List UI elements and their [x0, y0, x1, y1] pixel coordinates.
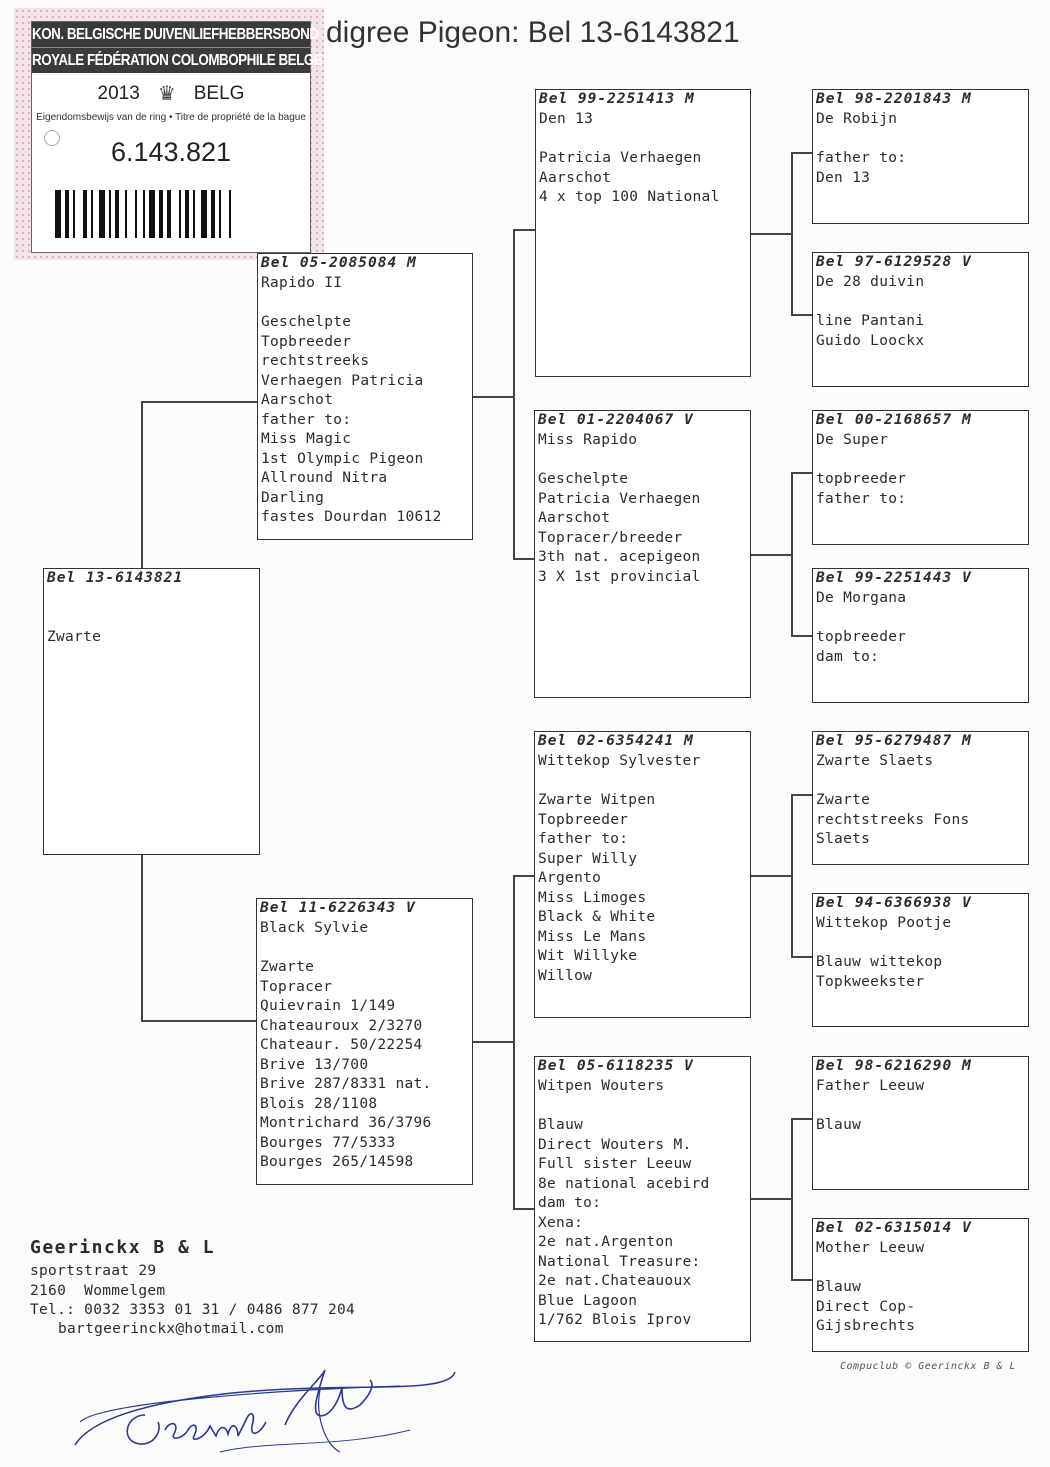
pigeon-notes [816, 1116, 1025, 1136]
pigeon-box-dds [812, 1056, 1029, 1190]
pigeon-notes [816, 312, 1025, 351]
ring-number: Bel 98-6216290 M [816, 1058, 972, 1074]
note-line: Guido Loockx [816, 332, 925, 349]
pigeon-name: Mother Leeuw [816, 1240, 925, 1256]
pigeon-notes [816, 628, 1025, 667]
note-line: National Treasure: [538, 1253, 701, 1270]
crown-icon: ♛ [157, 83, 176, 105]
owner-phone: Tel.: 0032 3353 01 31 / 0486 877 204 [30, 1301, 356, 1318]
ring-number: Bel 98-2201843 M [816, 91, 972, 107]
ring-number: Bel 05-2085084 M [261, 255, 417, 271]
connector-line [791, 1118, 793, 1280]
pigeon-notes [261, 313, 469, 528]
note-line: father to: [816, 490, 907, 507]
connector-line [751, 875, 792, 877]
note-line: Bourges 77/5333 [260, 1134, 396, 1151]
connector-line [791, 794, 812, 796]
pigeon-name: Miss Rapido [538, 432, 638, 448]
connector-line [513, 875, 535, 877]
pigeon-box-sds [812, 410, 1029, 545]
note-line: Topbreeder [261, 333, 352, 350]
note-line: 1/762 Blois Iprov [538, 1312, 692, 1328]
pigeon-box-dss [812, 731, 1029, 865]
ring-number: Bel 11-6226343 V [260, 900, 416, 916]
note-line: Montrichard 36/3796 [260, 1115, 432, 1131]
note-line: Aarschot [538, 510, 611, 526]
note-line: Patricia Verhaegen [539, 150, 702, 166]
page-title: digree Pigeon: Bel 13-6143821 [326, 16, 740, 49]
owner-name: Geerinckx B & L [30, 1237, 216, 1258]
note-line: Miss Limoges [538, 889, 647, 906]
note-line: Miss Magic [261, 431, 352, 447]
ring-number: Bel 99-2251443 V [816, 570, 972, 586]
software-credit: Compuclub © Geerinckx B & L [840, 1361, 1017, 1372]
pigeon-name: Father Leeuw [816, 1078, 925, 1094]
ring-number: Bel 01-2204067 V [538, 412, 694, 428]
note-line: 2e nat.Argenton [538, 1234, 674, 1250]
note-line: dam to: [816, 648, 880, 665]
note-line: Allround Nitra [261, 470, 388, 486]
ring-number: Bel 95-6279487 M [816, 733, 972, 749]
note-line: Xena: [538, 1214, 584, 1231]
note-line: Topracer/breeder [538, 529, 683, 546]
note-line: Direct Cop- [816, 1298, 916, 1315]
note-line: fastes Dourdan 10612 [261, 509, 442, 525]
note-line: line Pantani [816, 313, 925, 329]
connector-line [751, 554, 792, 556]
ring-number: Bel 02-6315014 V [816, 1220, 972, 1236]
note-line: rechtstreeks [261, 353, 370, 369]
pigeon-box-sire [257, 253, 473, 540]
note-line: Topbreeder [538, 811, 629, 828]
connector-line [141, 855, 143, 1021]
note-line: Slaets [816, 831, 871, 847]
note-line: 4 x top 100 National [539, 189, 720, 205]
pigeon-box-sdd [812, 568, 1029, 703]
note-line: Blauw [816, 1117, 862, 1133]
ring-number: Bel 97-6129528 V [816, 254, 972, 270]
note-line: Wit Willyke [538, 948, 638, 964]
pigeon-name: De 28 duivin [816, 274, 925, 290]
owner-info [30, 1238, 355, 1339]
note-line: Full sister Leeuw [538, 1156, 692, 1172]
connector-line [791, 472, 793, 636]
pigeon-notes [47, 628, 256, 648]
pigeon-name: De Super [816, 432, 889, 448]
ring-country: BELG [193, 82, 245, 104]
owner-street: sportstraat 29 [30, 1263, 157, 1280]
connector-line [791, 152, 793, 315]
pigeon-name: Zwarte Slaets [816, 753, 934, 769]
note-line: Blois 28/1108 [260, 1095, 378, 1112]
signature-icon [70, 1360, 470, 1460]
connector-line [513, 229, 515, 559]
pigeon-name: Witpen Wouters [538, 1078, 665, 1094]
note-line: topbreeder [816, 629, 907, 645]
connector-line [751, 1198, 792, 1200]
owner-city: 2160 Wommelgem [30, 1282, 166, 1299]
pigeon-notes [816, 791, 1025, 850]
ring-number: Bel 94-6366938 V [816, 895, 972, 911]
pigeon-name: Wittekop Sylvester [538, 753, 701, 769]
ring-number: Bel 02-6354241 M [538, 733, 694, 749]
pigeon-notes [816, 149, 1025, 188]
connector-line [791, 1118, 812, 1120]
ring-year: 2013 [97, 82, 140, 104]
note-line: Blauw wittekop [816, 954, 943, 970]
note-line: father to: [261, 411, 352, 428]
ring-number: 6.143.821 [110, 137, 232, 167]
note-line: 3th nat. acepigeon [538, 549, 701, 565]
note-line: Verhaegen Patricia [261, 372, 424, 389]
connector-line [513, 1208, 535, 1210]
note-line: Willow [538, 967, 593, 984]
note-line: Topkweekster [816, 973, 925, 990]
pigeon-box-ssd [812, 252, 1029, 387]
connector-line [141, 401, 258, 403]
pigeon-name: De Robijn [816, 111, 898, 127]
note-line: topbreeder [816, 471, 907, 487]
note-line: Aarschot [261, 392, 334, 408]
pigeon-box-dsd [812, 893, 1029, 1027]
ring-number: Bel 05-6118235 V [538, 1058, 694, 1074]
note-line: Quievrain 1/149 [260, 998, 396, 1014]
pigeon-notes [538, 1116, 747, 1331]
ring-card-body [31, 21, 323, 253]
ring-card [14, 8, 324, 260]
pigeon-name [47, 589, 256, 609]
connector-line [791, 635, 812, 637]
barcode-icon [55, 190, 283, 238]
note-line: Geschelpte [261, 314, 352, 330]
ring-number: Bel 99-2251413 M [539, 91, 695, 107]
note-line: Argento [538, 870, 602, 886]
connector-line [141, 1020, 258, 1022]
note-line: 2e nat.Chateauoux [538, 1273, 692, 1289]
connector-line [791, 152, 812, 154]
note-line: Darling [261, 489, 325, 506]
note-line: 8e national acebird [538, 1175, 710, 1192]
pigeon-notes [260, 958, 469, 1173]
pigeon-box-dam-dam [534, 1056, 751, 1342]
pigeon-notes [816, 1278, 1025, 1337]
note-line: Black & White [538, 909, 656, 925]
note-line: dam to: [538, 1195, 602, 1211]
connector-line [513, 875, 515, 1209]
connector-line [791, 956, 812, 958]
note-line: father to: [538, 831, 629, 847]
pigeon-notes [539, 149, 747, 208]
connector-line [513, 558, 535, 560]
note-line: Chateaur. 50/22254 [260, 1037, 423, 1053]
pigeon-box-subject [43, 568, 260, 855]
connector-line [141, 401, 143, 568]
pigeon-notes [816, 470, 1025, 509]
pigeon-notes [816, 953, 1025, 992]
pigeon-notes [538, 791, 747, 986]
note-line: Geschelpte [538, 471, 629, 487]
note-line: Super Willy [538, 850, 638, 867]
note-line: Blauw [538, 1117, 584, 1133]
connector-line [751, 233, 792, 235]
pigeon-name: Wittekop Pootje [816, 915, 952, 931]
note-line: Zwarte [816, 792, 871, 808]
note-line: Brive 287/8331 nat. [260, 1076, 432, 1092]
note-line: Zwarte [47, 629, 102, 645]
connector-line [791, 794, 793, 957]
connector-line [791, 314, 812, 316]
pigeon-box-sss [812, 89, 1029, 224]
note-line: Gijsbrechts [816, 1318, 916, 1334]
note-line: 3 X 1st provincial [538, 568, 701, 585]
federation-name-fr: ROYALE FÉDÉRATION COLOMBOPHILE BELGE [32, 47, 310, 73]
pigeon-name: Rapido II [261, 275, 343, 291]
pigeon-box-sire-sire [535, 89, 751, 377]
note-line: Blue Lagoon [538, 1292, 638, 1309]
connector-line [791, 1279, 812, 1281]
connector-line [472, 396, 514, 398]
note-line: Zwarte Witpen [538, 792, 656, 808]
punch-hole-icon [44, 130, 60, 146]
note-line: Direct Wouters M. [538, 1136, 692, 1153]
note-line: 1st Olympic Pigeon [261, 450, 424, 467]
ring-number: Bel 00-2168657 M [816, 412, 972, 428]
pigeon-box-sire-dam [534, 410, 751, 698]
note-line: father to: [816, 150, 907, 166]
pigeon-box-dam [256, 898, 473, 1185]
note-line: rechtstreeks Fons [816, 811, 970, 828]
pigeon-box-ddd [812, 1218, 1029, 1352]
owner-email: bartgeerinckx@hotmail.com [58, 1321, 284, 1338]
ring-number: Bel 13-6143821 [47, 570, 184, 586]
connector-line [472, 1041, 514, 1043]
ring-year-row [32, 81, 310, 106]
connector-line [791, 472, 812, 474]
note-line: Topracer [260, 978, 333, 995]
pigeon-name: Black Sylvie [260, 920, 369, 936]
note-line: Zwarte [260, 959, 315, 975]
note-line: Miss Le Mans [538, 928, 647, 945]
note-line: Patricia Verhaegen [538, 490, 701, 507]
ring-property-text: Eigendomsbewijs van de ring • Titre de propriété de la bague [36, 112, 306, 123]
note-line: Chateauroux 2/3270 [260, 1017, 423, 1034]
pigeon-box-dam-sire [534, 731, 751, 1018]
note-line: Blauw [816, 1279, 862, 1295]
connector-line [513, 229, 535, 231]
note-line: Brive 13/700 [260, 1056, 369, 1073]
note-line: Den 13 [816, 169, 871, 186]
note-line: Bourges 265/14598 [260, 1154, 414, 1170]
note-line: Aarschot [539, 169, 612, 186]
pigeon-notes [538, 470, 747, 587]
federation-name-nl: KON. BELGISCHE DUIVENLIEFHEBBERSBOND [32, 22, 310, 47]
pigeon-name: Den 13 [539, 111, 594, 127]
pigeon-name: De Morgana [816, 590, 907, 606]
